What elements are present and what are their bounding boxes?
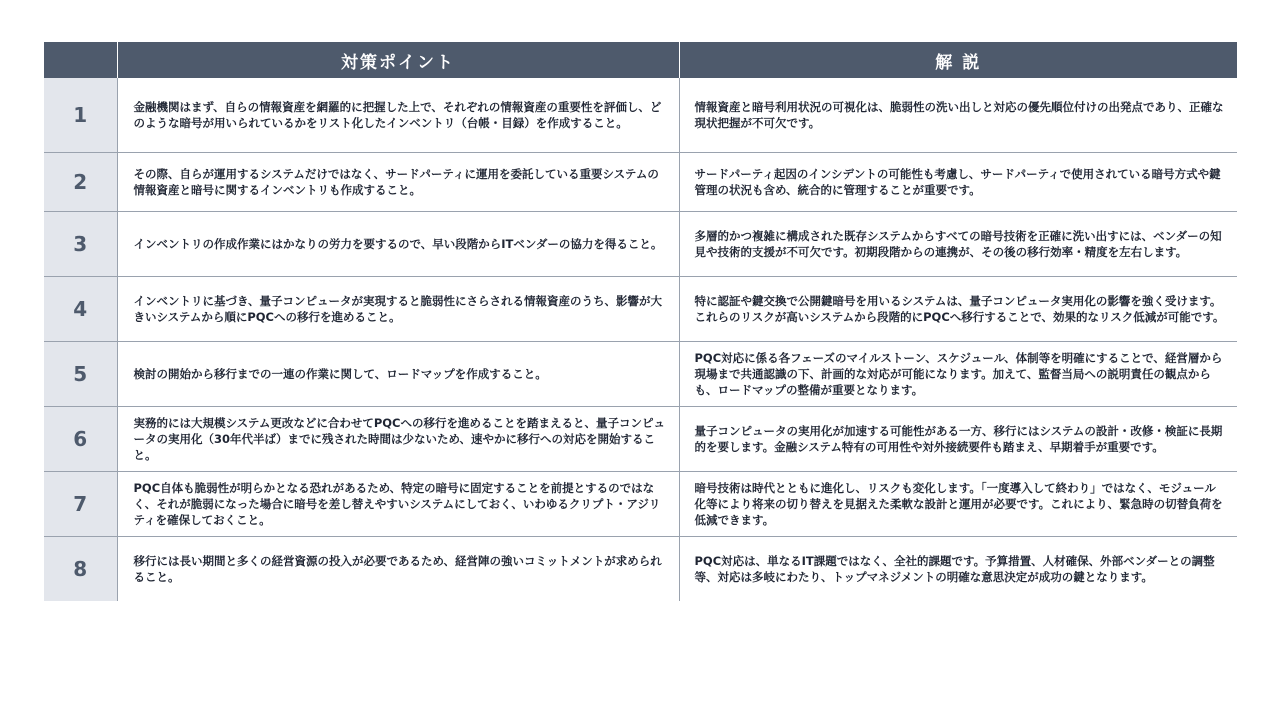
row-number: 7 (44, 472, 117, 537)
table-row (44, 342, 1237, 407)
measure-point-text: その際、自らが運用するシステムだけではなく、サードパーティに運用を委託している重要システムの情報資産と暗号に関するインベントリも作成すること。 (117, 153, 679, 212)
table-row (44, 407, 1237, 472)
measure-point-text: PQC自体も脆弱性が明らかとなる恐れがあるため、特定の暗号に固定することを前提とするのではなく、それが脆弱になった場合に暗号を差し替えやすいシステムにしておく、いわゆるクリプト・アジリティを確保しておくこと。 (117, 472, 679, 537)
header-measure-point: 対策ポイント (117, 42, 679, 78)
explanation-text: 量子コンピュータの実用化が加速する可能性がある一方、移行にはシステムの設計・改修・検証に長期的を要します。金融システム特有の可用性や対外接続要件も踏まえ、早期着手が重要です。 (679, 407, 1237, 472)
header-number-cell (44, 42, 117, 78)
explanation-text: 特に認証や鍵交換で公開鍵暗号を用いるシステムは、量子コンピュータ実用化の影響を強く受けます。これらのリスクが高いシステムから段階的にPQCへ移行することで、効果的なリスク低減が可能です。 (679, 277, 1237, 342)
explanation-text: 情報資産と暗号利用状況の可視化は、脆弱性の洗い出しと対応の優先順位付けの出発点であり、正確な現状把握が不可欠です。 (679, 78, 1237, 153)
measure-point-text: インベントリに基づき、量子コンピュータが実現すると脆弱性にさらされる情報資産のうち、影響が大きいシステムから順にPQCへの移行を進めること。 (117, 277, 679, 342)
table-row (44, 212, 1237, 277)
explanation-text: 暗号技術は時代とともに進化し、リスクも変化します。「一度導入して終わり」ではなく、モジュール化等により将来の切り替えを見据えた柔軟な設計と運用が必要です。これにより、緊急時の切替負荷を低減できます。 (679, 472, 1237, 537)
row-number: 3 (44, 212, 117, 277)
table-row (44, 277, 1237, 342)
measures-table (44, 42, 1237, 601)
row-number: 2 (44, 153, 117, 212)
row-number: 4 (44, 277, 117, 342)
header-explanation: 解 説 (679, 42, 1237, 78)
explanation-text: PQC対応に係る各フェーズのマイルストーン、スケジュール、体制等を明確にすることで、経営層から現場まで共通認識の下、計画的な対応が可能になります。加えて、監督当局への説明責任の観点からも、ロードマップの整備が重要となります。 (679, 342, 1237, 407)
measure-point-text: 実務的には大規模システム更改などに合わせてPQCへの移行を進めることを踏まえると、量子コンピュータの実用化（30年代半ば）までに残された時間は少ないため、速やかに移行への対応を開始すること。 (117, 407, 679, 472)
explanation-text: 多層的かつ複雑に構成された既存システムからすべての暗号技術を正確に洗い出すには、ベンダーの知見や技術的支援が不可欠です。初期段階からの連携が、その後の移行効率・精度を左右します。 (679, 212, 1237, 277)
table-row (44, 78, 1237, 153)
row-number: 6 (44, 407, 117, 472)
measure-point-text: インベントリの作成作業にはかなりの労力を要するので、早い段階からITベンダーの協力を得ること。 (117, 212, 679, 277)
table-row (44, 537, 1237, 602)
measure-point-text: 検討の開始から移行までの一連の作業に関して、ロードマップを作成すること。 (117, 342, 679, 407)
measures-table-container (44, 42, 1237, 601)
measure-point-text: 移行には長い期間と多くの経営資源の投入が必要であるため、経営陣の強いコミットメントが求められること。 (117, 537, 679, 602)
table-header-row (44, 42, 1237, 78)
table-row (44, 153, 1237, 212)
explanation-text: PQC対応は、単なるIT課題ではなく、全社的課題です。予算措置、人材確保、外部ベンダーとの調整等、対応は多岐にわたり、トップマネジメントの明確な意思決定が成功の鍵となります。 (694, 554, 1215, 584)
measure-point-text: 金融機関はまず、自らの情報資産を網羅的に把握した上で、それぞれの情報資産の重要性を評価し、どのような暗号が用いられているかをリスト化したインベントリ（台帳・目録）を作成すること。 (117, 78, 679, 153)
row-number: 1 (44, 78, 117, 153)
explanation-text: サードパーティ起因のインシデントの可能性も考慮し、サードパーティで使用されている暗号方式や鍵管理の状況も含め、統合的に管理することが重要です。 (679, 153, 1237, 212)
table-row (44, 472, 1237, 537)
row-number: 8 (44, 537, 117, 602)
row-number: 5 (44, 342, 117, 407)
